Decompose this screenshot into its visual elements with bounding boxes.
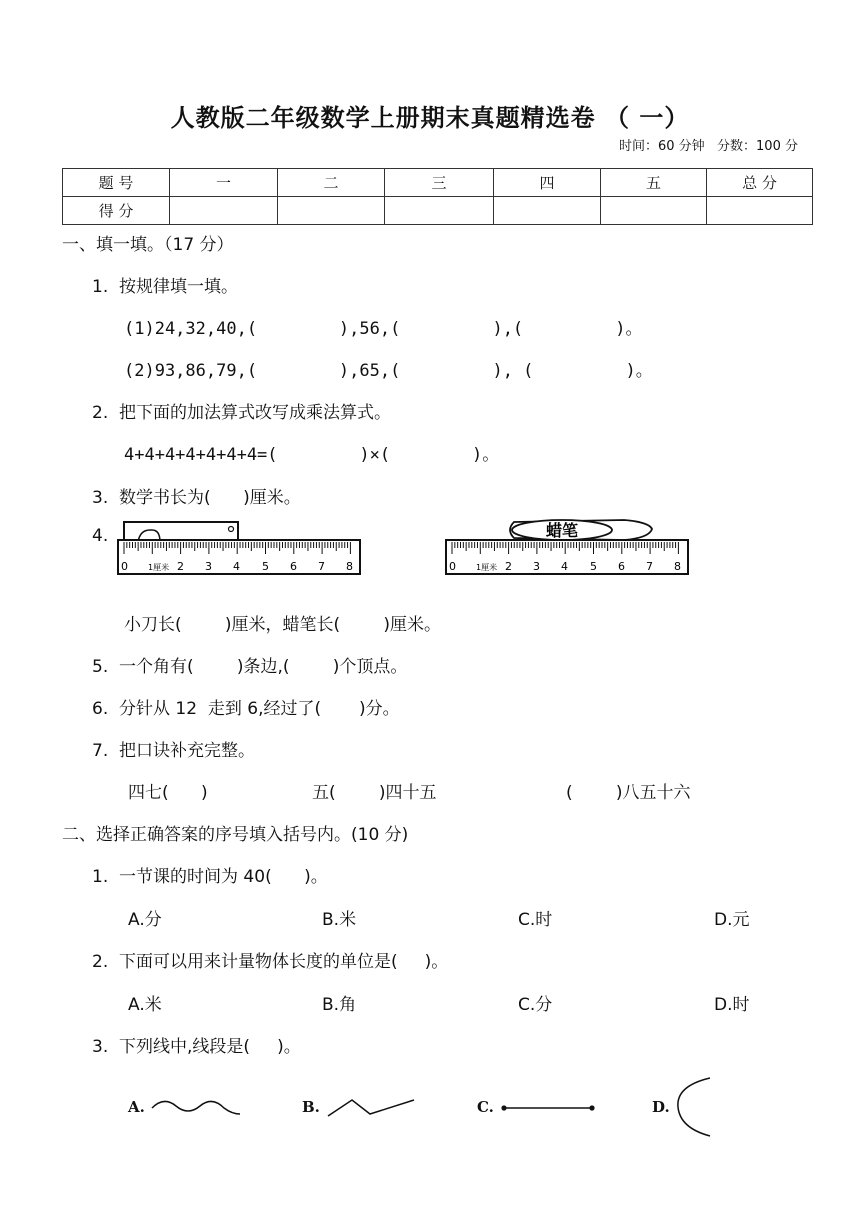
ruler-label: 4 — [561, 560, 568, 573]
score-input-cell[interactable] — [385, 197, 494, 225]
ruler-label: 0 — [449, 560, 456, 573]
ruler-label: 6 — [290, 560, 297, 573]
score-cell: 总 分 — [707, 169, 813, 197]
question-1-7c: ( )八五十六 — [566, 783, 691, 803]
score-cell: 五 — [601, 169, 707, 197]
option-b: B.角 — [322, 995, 357, 1015]
question-2-3: 3. 下列线中,线段是( )。 — [92, 1037, 301, 1057]
question-1-4a: 小刀长( )厘米，蜡笔长( )厘米。 — [124, 615, 441, 635]
option-d: D.时 — [714, 995, 750, 1015]
ruler-crayon-figure — [444, 516, 692, 580]
question-1-2: 2. 把下面的加法算式改写成乘法算式。 — [92, 403, 392, 423]
crayon-label: 蜡笔 — [545, 521, 579, 540]
question-2-1: 1. 一节课的时间为 40( )。 — [92, 867, 328, 887]
score-cell: 三 — [385, 169, 494, 197]
broken-line-icon — [326, 1094, 418, 1122]
score-cell: 题 号 — [63, 169, 170, 197]
ruler-label: 7 — [318, 560, 325, 573]
question-1-1: 1. 按规律填一填。 — [92, 277, 239, 297]
ruler-label: 8 — [674, 560, 681, 573]
line-option-c-label: C. — [477, 1098, 494, 1116]
option-a: A.米 — [128, 995, 162, 1015]
line-option-a-label: A. — [128, 1098, 145, 1116]
score-input-cell[interactable] — [278, 197, 385, 225]
option-c: C.时 — [518, 910, 553, 930]
score-input-cell[interactable] — [707, 197, 813, 225]
ruler-label: 3 — [533, 560, 540, 573]
option-b: B.米 — [322, 910, 357, 930]
ruler-label: 3 — [205, 560, 212, 573]
line-option-b-label: B. — [302, 1098, 320, 1116]
ruler-label: 2 — [177, 560, 184, 573]
ruler-label: 8 — [346, 560, 353, 573]
ruler-label: 0 — [121, 560, 128, 573]
ruler-label: 1厘米 — [476, 563, 498, 572]
score-cell: 得 分 — [63, 197, 170, 225]
question-1-4: 4. — [92, 526, 109, 546]
question-1-5: 5. 一个角有( )条边,( )个顶点。 — [92, 657, 408, 677]
question-1-1a: (1)24,32,40,( ),56,( ),( )。 — [124, 319, 643, 339]
score-table-header-row — [63, 169, 813, 197]
question-1-7: 7. 把口诀补充完整。 — [92, 741, 256, 761]
exam-meta: 时间：60 分钟 分数：100 分 — [618, 139, 798, 154]
score-cell: 四 — [494, 169, 601, 197]
question-1-1b: (2)93,86,79,( ),65,( ), ( )。 — [124, 361, 653, 381]
option-c: C.分 — [518, 995, 553, 1015]
ruler-label: 5 — [590, 560, 597, 573]
ruler-label: 4 — [233, 560, 240, 573]
line-segment-icon — [500, 1098, 596, 1118]
question-1-2a: 4+4+4+4+4+4+4=( )×( )。 — [124, 445, 500, 465]
score-table-score-row — [63, 197, 813, 225]
crayon-icon — [510, 520, 652, 540]
option-a: A.分 — [128, 910, 162, 930]
score-cell: 一 — [170, 169, 278, 197]
score-cell: 二 — [278, 169, 385, 197]
question-1-3: 3. 数学书长为( )厘米。 — [92, 488, 301, 508]
ruler-label: 2 — [505, 560, 512, 573]
ruler-knife-figure — [116, 518, 364, 580]
question-2-2: 2. 下面可以用来计量物体长度的单位是( )。 — [92, 952, 449, 972]
question-1-7a: 四七( ) — [128, 783, 208, 803]
ruler-label: 6 — [618, 560, 625, 573]
arc-line-icon — [674, 1074, 714, 1140]
question-1-7b: 五( )四十五 — [312, 783, 437, 803]
question-1-6: 6. 分针从 12 走到 6,经过了( )分。 — [92, 699, 400, 719]
ruler-label: 7 — [646, 560, 653, 573]
ruler-label: 5 — [262, 560, 269, 573]
section2-title: 二、选择正确答案的序号填入括号内。(10 分) — [62, 825, 409, 845]
curve-line-icon — [150, 1094, 242, 1122]
score-table — [62, 168, 813, 225]
ruler-label: 1厘米 — [148, 563, 170, 572]
score-input-cell[interactable] — [601, 197, 707, 225]
score-input-cell[interactable] — [170, 197, 278, 225]
option-d: D.元 — [714, 910, 750, 930]
section1-title: 一、填一填。（17 分） — [62, 235, 234, 255]
score-input-cell[interactable] — [494, 197, 601, 225]
page-title: 人教版二年级数学上册期末真题精选卷 （ 一） — [170, 104, 690, 132]
line-option-d-label: D. — [652, 1098, 670, 1116]
